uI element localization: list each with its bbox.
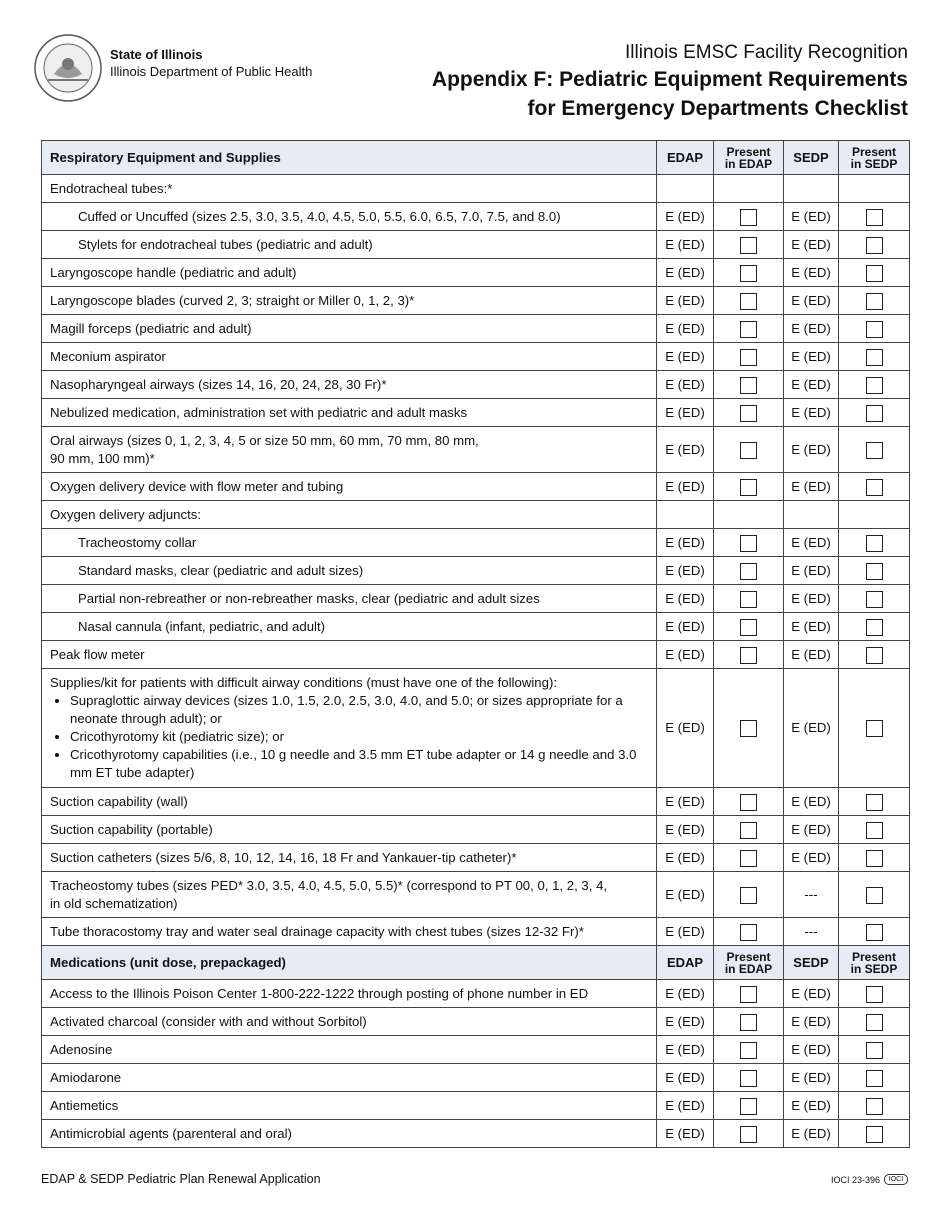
- edap-requirement: E (ED): [657, 231, 714, 259]
- present-sedp-checkbox[interactable]: [866, 1014, 883, 1031]
- present-sedp-checkbox[interactable]: [866, 924, 883, 941]
- item-label-text: Adenosine: [50, 1041, 113, 1057]
- present-edap-checkbox[interactable]: [740, 1126, 757, 1143]
- edap-requirement: E (ED): [657, 1120, 714, 1148]
- present-sedp-checkbox[interactable]: [866, 535, 883, 552]
- present-sedp-checkbox[interactable]: [866, 237, 883, 254]
- table-row: [42, 1092, 910, 1120]
- footer-title: EDAP & SEDP Pediatric Plan Renewal Application: [41, 1172, 321, 1186]
- state-name: State of Illinois: [110, 47, 203, 62]
- present-edap-checkbox[interactable]: [740, 924, 757, 941]
- present-edap-checkbox[interactable]: [740, 321, 757, 338]
- present-edap-checkbox[interactable]: [740, 850, 757, 867]
- present-sedp-cell: [839, 343, 910, 371]
- table-row: [42, 1008, 910, 1036]
- present-sedp-checkbox[interactable]: [866, 293, 883, 310]
- page-title-line1: Appendix F: Pediatric Equipment Requirements: [431, 68, 908, 91]
- present-edap-cell: [714, 816, 784, 844]
- present-sedp-checkbox[interactable]: [866, 887, 883, 904]
- edap-requirement: E (ED): [657, 1036, 714, 1064]
- page-title-line2: for Emergency Departments Checklist: [527, 97, 908, 120]
- present-sedp-cell: [839, 287, 910, 315]
- item-label-text: Access to the Illinois Poison Center 1-800-222-1222 through posting of phone number in ED: [50, 985, 589, 1001]
- present-sedp-cell: [839, 315, 910, 343]
- item-label: [42, 371, 657, 399]
- present-edap-checkbox[interactable]: [740, 1070, 757, 1087]
- edap-requirement: E (ED): [657, 371, 714, 399]
- item-label-text: Amiodarone: [50, 1069, 122, 1085]
- present-sedp-cell: [839, 1064, 910, 1092]
- present-edap-cell: [714, 613, 784, 641]
- item-label-text: Laryngoscope blades (curved 2, 3; straight or Miller 0, 1, 2, 3)*: [50, 292, 415, 308]
- present-sedp-cell: [839, 399, 910, 427]
- item-label-text: Standard masks, clear (pediatric and adult sizes): [78, 562, 364, 578]
- present-sedp-cell: [839, 918, 910, 946]
- table-row: [42, 557, 910, 585]
- item-label-text: Suction catheters (sizes 5/6, 8, 10, 12, 14, 16, 18 Fr and Yankauer-tip catheter)*: [50, 849, 517, 865]
- item-label-text: Suction capability (portable): [50, 821, 213, 837]
- present-edap-cell: [714, 844, 784, 872]
- item-label: [42, 1008, 657, 1036]
- item-label-text: Antimicrobial agents (parenteral and oral): [50, 1125, 292, 1141]
- edap-requirement: E (ED): [657, 844, 714, 872]
- present-sedp-cell: [839, 844, 910, 872]
- col-sedp: SEDP: [784, 141, 839, 175]
- present-sedp-cell: [839, 641, 910, 669]
- present-edap-checkbox[interactable]: [740, 209, 757, 226]
- present-edap-checkbox[interactable]: [740, 647, 757, 664]
- present-edap-cell: [714, 371, 784, 399]
- present-sedp-checkbox[interactable]: [866, 405, 883, 422]
- table-row: [42, 203, 910, 231]
- present-edap-cell: [714, 557, 784, 585]
- table-row: [42, 473, 910, 501]
- item-label: [42, 399, 657, 427]
- present-sedp-checkbox[interactable]: [866, 647, 883, 664]
- present-sedp-checkbox[interactable]: [866, 619, 883, 636]
- present-sedp-checkbox[interactable]: [866, 720, 883, 737]
- table-row: [42, 980, 910, 1008]
- edap-requirement: [657, 501, 714, 529]
- present-edap-cell: [714, 473, 784, 501]
- table-row: [42, 1064, 910, 1092]
- present-edap-checkbox[interactable]: [740, 349, 757, 366]
- table-row: [42, 816, 910, 844]
- edap-requirement: E (ED): [657, 1008, 714, 1036]
- present-sedp-checkbox[interactable]: [866, 591, 883, 608]
- present-edap-cell: [714, 1064, 784, 1092]
- present-sedp-checkbox[interactable]: [866, 986, 883, 1003]
- edap-requirement: E (ED): [657, 585, 714, 613]
- present-edap-cell: [714, 1120, 784, 1148]
- present-sedp-checkbox[interactable]: [866, 822, 883, 839]
- edap-requirement: E (ED): [657, 641, 714, 669]
- edap-requirement: E (ED): [657, 557, 714, 585]
- item-label-text: Supplies/kit for patients with difficult airway conditions (must have one of the following):: [50, 675, 557, 690]
- edap-requirement: E (ED): [657, 669, 714, 788]
- edap-requirement: [657, 175, 714, 203]
- present-sedp-cell: [839, 669, 910, 788]
- col-present-sedp-line2: in SEDP: [850, 156, 898, 171]
- present-sedp-cell: [839, 980, 910, 1008]
- item-label-text: Stylets for endotracheal tubes (pediatric and adult): [78, 236, 373, 252]
- sedp-requirement: E (ED): [784, 557, 839, 585]
- edap-requirement: E (ED): [657, 343, 714, 371]
- present-sedp-cell: [839, 1036, 910, 1064]
- table-row: [42, 613, 910, 641]
- item-label-text-line2: in old schematization): [50, 895, 178, 911]
- present-edap-cell: [714, 872, 784, 918]
- item-label-text: Nasal cannula (infant, pediatric, and adult): [78, 618, 326, 634]
- present-edap-cell: [714, 1092, 784, 1120]
- respiratory-header-row: [42, 141, 910, 175]
- present-sedp-checkbox[interactable]: [866, 377, 883, 394]
- present-sedp-cell: [839, 175, 910, 203]
- item-label-text: Peak flow meter: [50, 646, 145, 662]
- edap-requirement: E (ED): [657, 473, 714, 501]
- col-present-sedp-line2: in SEDP: [850, 961, 898, 976]
- present-edap-checkbox[interactable]: [740, 563, 757, 580]
- present-edap-cell: [714, 203, 784, 231]
- edap-requirement: E (ED): [657, 918, 714, 946]
- item-label-text: Tracheostomy collar: [78, 534, 197, 550]
- present-edap-checkbox[interactable]: [740, 986, 757, 1003]
- present-edap-cell: [714, 585, 784, 613]
- item-option: • Cricothyrotomy capabilities (i.e., 10 g needle and 3.5 mm ET tube adapter or 14 g needle and 3.0 mm ET tube adapter): [70, 746, 648, 782]
- item-label: [42, 315, 657, 343]
- present-edap-checkbox[interactable]: [740, 720, 757, 737]
- item-label-text: Laryngoscope handle (pediatric and adult): [50, 264, 297, 280]
- present-sedp-cell: [839, 872, 910, 918]
- present-edap-cell: [714, 501, 784, 529]
- table-row: [42, 529, 910, 557]
- item-label-text: Cuffed or Uncuffed (sizes 2.5, 3.0, 3.5, 4.0, 4.5, 5.0, 5.5, 6.0, 6.5, 7.0, 7.5, and 8.0): [78, 208, 561, 224]
- item-label: [42, 175, 657, 203]
- table-row: [42, 287, 910, 315]
- item-label-text-line2: 90 mm, 100 mm)*: [50, 450, 155, 466]
- item-label: [42, 529, 657, 557]
- sedp-requirement: E (ED): [784, 980, 839, 1008]
- item-label: [42, 980, 657, 1008]
- present-sedp-cell: [839, 529, 910, 557]
- item-label: [42, 816, 657, 844]
- sedp-requirement: E (ED): [784, 473, 839, 501]
- sedp-requirement: E (ED): [784, 585, 839, 613]
- present-edap-checkbox[interactable]: [740, 822, 757, 839]
- sedp-requirement: ---: [784, 918, 839, 946]
- present-sedp-cell: [839, 473, 910, 501]
- present-edap-checkbox[interactable]: [740, 887, 757, 904]
- item-label: [42, 585, 657, 613]
- present-sedp-cell: [839, 259, 910, 287]
- item-label: [42, 427, 657, 473]
- present-edap-cell: [714, 287, 784, 315]
- medications-header-row: [42, 946, 910, 980]
- present-sedp-checkbox[interactable]: [866, 794, 883, 811]
- present-sedp-cell: [839, 585, 910, 613]
- sedp-requirement: E (ED): [784, 1092, 839, 1120]
- present-sedp-cell: [839, 371, 910, 399]
- edap-requirement: E (ED): [657, 613, 714, 641]
- edap-requirement: E (ED): [657, 872, 714, 918]
- col-present-edap: [714, 141, 784, 175]
- present-edap-checkbox[interactable]: [740, 237, 757, 254]
- col-present-sedp-line1: Present: [851, 949, 897, 964]
- table-row: [42, 259, 910, 287]
- sedp-requirement: E (ED): [784, 816, 839, 844]
- present-sedp-checkbox[interactable]: [866, 1070, 883, 1087]
- sedp-requirement: E (ED): [784, 399, 839, 427]
- sedp-requirement: E (ED): [784, 315, 839, 343]
- item-label-text: Oxygen delivery device with flow meter and tubing: [50, 478, 344, 494]
- present-edap-checkbox[interactable]: [740, 405, 757, 422]
- footer-code: IOCI 23-396: [830, 1174, 880, 1185]
- sedp-requirement: E (ED): [784, 641, 839, 669]
- present-edap-checkbox[interactable]: [740, 591, 757, 608]
- item-label-text: Oral airways (sizes 0, 1, 2, 3, 4, 5 or size 50 mm, 60 mm, 70 mm, 80 mm,: [50, 432, 479, 448]
- present-sedp-checkbox[interactable]: [866, 265, 883, 282]
- table-row: [42, 585, 910, 613]
- sedp-requirement: [784, 175, 839, 203]
- present-sedp-checkbox[interactable]: [866, 479, 883, 496]
- sedp-requirement: E (ED): [784, 1120, 839, 1148]
- table-row: [42, 669, 910, 788]
- present-sedp-checkbox[interactable]: [866, 850, 883, 867]
- present-edap-cell: [714, 1036, 784, 1064]
- present-sedp-cell: [839, 501, 910, 529]
- item-label: [42, 844, 657, 872]
- edap-requirement: E (ED): [657, 427, 714, 473]
- item-label-text: Magill forceps (pediatric and adult): [50, 320, 252, 336]
- sedp-requirement: E (ED): [784, 669, 839, 788]
- table-row: [42, 427, 910, 473]
- sedp-requirement: E (ED): [784, 203, 839, 231]
- table-row: [42, 399, 910, 427]
- col-present-edap: [714, 946, 784, 980]
- col-sedp: SEDP: [784, 946, 839, 980]
- present-sedp-checkbox[interactable]: [866, 349, 883, 366]
- edap-requirement: E (ED): [657, 203, 714, 231]
- item-label-text: Tracheostomy tubes (sizes PED* 3.0, 3.5, 4.0, 4.5, 5.0, 5.5)* (correspond to PT 00, 0, 1, 2, 3, 4,: [50, 877, 608, 893]
- item-label-text: Endotracheal tubes:*: [50, 180, 173, 196]
- present-sedp-cell: [839, 231, 910, 259]
- sedp-requirement: ---: [784, 872, 839, 918]
- table-row: [42, 343, 910, 371]
- edap-requirement: E (ED): [657, 259, 714, 287]
- table-row: [42, 1036, 910, 1064]
- present-edap-checkbox[interactable]: [740, 535, 757, 552]
- item-label-text: Nebulized medication, administration set with pediatric and adult masks: [50, 404, 468, 420]
- item-option: • Supraglottic airway devices (sizes 1.0, 1.5, 2.0, 2.5, 3.0, 4.0, and 5.0; or sizes appropriate for a neonate through adult); or: [70, 692, 648, 728]
- table-row: [42, 641, 910, 669]
- present-edap-cell: [714, 259, 784, 287]
- item-label: [42, 872, 657, 918]
- item-label: [42, 501, 657, 529]
- present-sedp-cell: [839, 816, 910, 844]
- present-edap-cell: [714, 399, 784, 427]
- item-label: [42, 1092, 657, 1120]
- edap-requirement: E (ED): [657, 788, 714, 816]
- col-edap: EDAP: [657, 946, 714, 980]
- present-sedp-checkbox[interactable]: [866, 209, 883, 226]
- present-edap-cell: [714, 918, 784, 946]
- present-sedp-checkbox[interactable]: [866, 442, 883, 459]
- edap-requirement: E (ED): [657, 287, 714, 315]
- program-title: Illinois EMSC Facility Recognition: [625, 42, 908, 63]
- edap-requirement: E (ED): [657, 1064, 714, 1092]
- present-edap-checkbox[interactable]: [740, 1014, 757, 1031]
- sedp-requirement: E (ED): [784, 259, 839, 287]
- item-label: [42, 641, 657, 669]
- col-edap: EDAP: [657, 141, 714, 175]
- item-label-text: Nasopharyngeal airways (sizes 14, 16, 20, 24, 28, 30 Fr)*: [50, 376, 387, 392]
- item-label: [42, 1120, 657, 1148]
- present-edap-cell: [714, 427, 784, 473]
- present-edap-cell: [714, 175, 784, 203]
- col-present-edap-line2: in EDAP: [724, 961, 773, 976]
- present-edap-checkbox[interactable]: [740, 1098, 757, 1115]
- present-edap-checkbox[interactable]: [740, 377, 757, 394]
- edap-requirement: E (ED): [657, 529, 714, 557]
- present-sedp-cell: [839, 1092, 910, 1120]
- item-label: [42, 1064, 657, 1092]
- edap-requirement: E (ED): [657, 315, 714, 343]
- present-sedp-checkbox[interactable]: [866, 563, 883, 580]
- sedp-requirement: E (ED): [784, 1064, 839, 1092]
- item-label-text: Suction capability (wall): [50, 793, 188, 809]
- title-block: [432, 40, 908, 123]
- page-header: [0, 0, 950, 135]
- footer-code-block: [831, 1174, 908, 1185]
- item-label: [42, 473, 657, 501]
- item-label: [42, 343, 657, 371]
- table-row: [42, 175, 910, 203]
- sedp-requirement: E (ED): [784, 788, 839, 816]
- item-label: [42, 1036, 657, 1064]
- present-sedp-cell: [839, 1120, 910, 1148]
- item-label: [42, 203, 657, 231]
- present-sedp-cell: [839, 613, 910, 641]
- col-present-edap-line1: Present: [726, 949, 771, 964]
- present-edap-cell: [714, 980, 784, 1008]
- present-edap-cell: [714, 641, 784, 669]
- present-sedp-cell: [839, 203, 910, 231]
- sedp-requirement: [784, 501, 839, 529]
- item-label-text: Antiemetics: [50, 1097, 119, 1113]
- edap-requirement: E (ED): [657, 980, 714, 1008]
- col-present-sedp: [839, 946, 910, 980]
- present-edap-cell: [714, 315, 784, 343]
- present-sedp-checkbox[interactable]: [866, 321, 883, 338]
- item-label-text: Oxygen delivery adjuncts:: [50, 506, 201, 522]
- present-edap-checkbox[interactable]: [740, 442, 757, 459]
- sedp-requirement: E (ED): [784, 231, 839, 259]
- table-row: [42, 844, 910, 872]
- item-option-list: [50, 692, 648, 782]
- item-option: • Cricothyrotomy kit (pediatric size); or: [70, 728, 648, 746]
- present-edap-checkbox[interactable]: [740, 794, 757, 811]
- medications-heading: Medications (unit dose, prepackaged): [42, 946, 657, 980]
- table-row: [42, 371, 910, 399]
- sedp-requirement: E (ED): [784, 343, 839, 371]
- edap-requirement: E (ED): [657, 399, 714, 427]
- sedp-requirement: E (ED): [784, 427, 839, 473]
- present-edap-checkbox[interactable]: [740, 479, 757, 496]
- col-present-edap-line2: in EDAP: [724, 156, 773, 171]
- item-label: [42, 669, 657, 788]
- present-edap-cell: [714, 343, 784, 371]
- item-label: [42, 231, 657, 259]
- sedp-requirement: E (ED): [784, 844, 839, 872]
- sedp-requirement: E (ED): [784, 1008, 839, 1036]
- present-edap-checkbox[interactable]: [740, 1042, 757, 1059]
- item-label: [42, 557, 657, 585]
- item-label-text: Partial non-rebreather or non-rebreather masks, clear (pediatric and adult sizes: [78, 590, 540, 606]
- present-sedp-checkbox[interactable]: [866, 1042, 883, 1059]
- present-edap-cell: [714, 529, 784, 557]
- present-sedp-cell: [839, 557, 910, 585]
- present-sedp-cell: [839, 1008, 910, 1036]
- present-edap-cell: [714, 669, 784, 788]
- table-row: [42, 872, 910, 918]
- sedp-requirement: E (ED): [784, 287, 839, 315]
- item-label-text: Meconium aspirator: [50, 348, 166, 364]
- edap-requirement: E (ED): [657, 1092, 714, 1120]
- state-seal-icon: [34, 34, 102, 102]
- present-edap-cell: [714, 788, 784, 816]
- sedp-requirement: E (ED): [784, 371, 839, 399]
- equipment-checklist-table: [41, 140, 910, 1148]
- col-present-sedp: [839, 141, 910, 175]
- item-label: [42, 918, 657, 946]
- present-sedp-checkbox[interactable]: [866, 1098, 883, 1115]
- present-sedp-cell: [839, 788, 910, 816]
- edap-requirement: E (ED): [657, 816, 714, 844]
- item-label: [42, 259, 657, 287]
- department-name: Illinois Department of Public Health: [110, 64, 313, 79]
- item-label: [42, 788, 657, 816]
- sedp-requirement: E (ED): [784, 529, 839, 557]
- present-edap-cell: [714, 1008, 784, 1036]
- respiratory-heading: Respiratory Equipment and Supplies: [42, 141, 657, 175]
- item-label-text: Tube thoracostomy tray and water seal drainage capacity with chest tubes (sizes 12-32 Fr)*: [50, 923, 584, 939]
- table-row: [42, 918, 910, 946]
- col-present-edap-line1: Present: [726, 144, 771, 159]
- sedp-requirement: E (ED): [784, 1036, 839, 1064]
- item-label: [42, 613, 657, 641]
- sedp-requirement: E (ED): [784, 613, 839, 641]
- item-label-text: Activated charcoal (consider with and without Sorbitol): [50, 1013, 367, 1029]
- present-edap-cell: [714, 231, 784, 259]
- present-sedp-cell: [839, 427, 910, 473]
- present-sedp-checkbox[interactable]: [866, 1126, 883, 1143]
- table-row: [42, 788, 910, 816]
- ioci-logo-icon: IOCI: [884, 1174, 908, 1185]
- col-present-sedp-line1: Present: [851, 144, 897, 159]
- table-row: [42, 501, 910, 529]
- table-row: [42, 231, 910, 259]
- present-edap-checkbox[interactable]: [740, 293, 757, 310]
- item-label: [42, 287, 657, 315]
- present-edap-checkbox[interactable]: [740, 265, 757, 282]
- table-row: [42, 1120, 910, 1148]
- present-edap-checkbox[interactable]: [740, 619, 757, 636]
- table-row: [42, 315, 910, 343]
